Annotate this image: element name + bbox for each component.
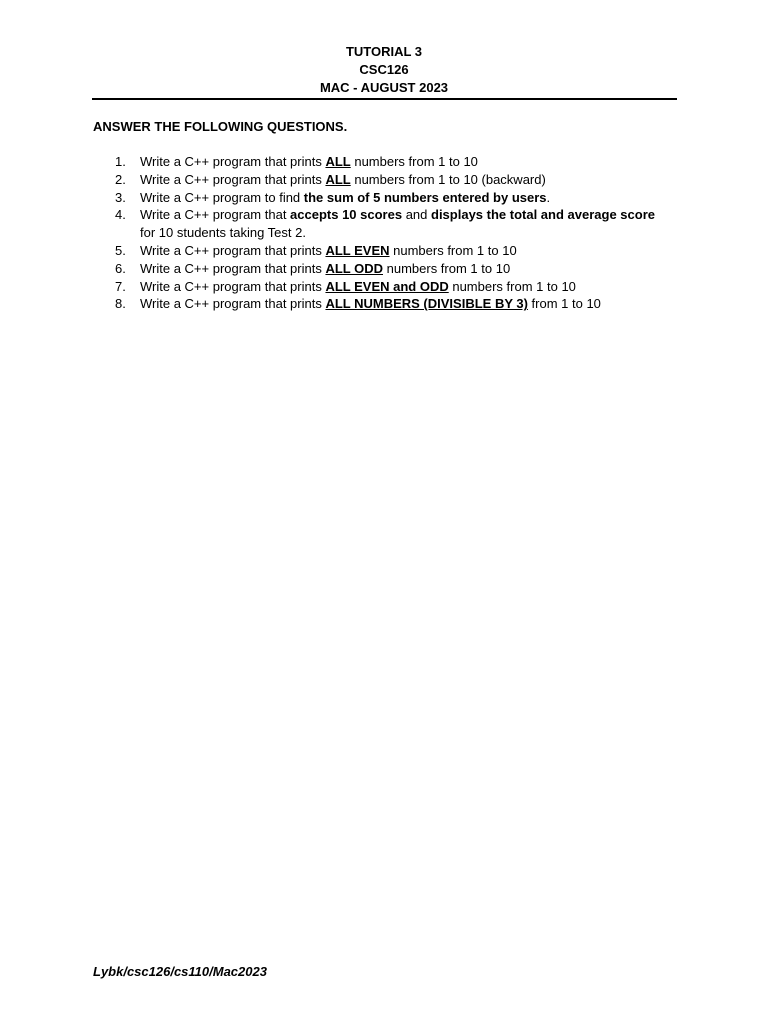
document-header (0, 43, 768, 97)
question-text-segment: from 1 to 10 (527, 296, 601, 312)
question-number: 7. (115, 278, 126, 294)
question-text-segment: and (402, 207, 431, 223)
question-item (93, 295, 673, 313)
question-text (140, 296, 601, 311)
question-text-segment: Write a C++ program that prints (140, 296, 326, 312)
question-text-segment: Write a C++ program that prints (140, 278, 326, 294)
question-text (140, 190, 550, 205)
question-number: 5. (115, 242, 126, 258)
question-number: 2. (115, 171, 126, 187)
question-text-segment: Write a C++ program that prints (140, 242, 326, 258)
question-text-segment: for 10 students taking Test 2. (140, 225, 306, 241)
question-text-segment: the sum of 5 numbers entered by users (303, 189, 547, 205)
question-text-segment: numbers from 1 to 10 (backward) (350, 171, 546, 187)
question-text (140, 279, 576, 294)
question-text-segment: ALL (325, 171, 351, 187)
question-list (93, 153, 673, 313)
header-divider (92, 98, 677, 100)
session-label: MAC - AUGUST 2023 (319, 80, 449, 95)
footer-reference: Lybk/csc126/cs110/Mac2023 (93, 964, 267, 979)
question-text (140, 154, 478, 169)
question-text-segment: . (546, 189, 551, 205)
question-text (140, 243, 517, 258)
question-number: 4. (115, 207, 126, 223)
question-item (93, 242, 673, 260)
question-text-segment: ALL ODD (325, 260, 383, 276)
question-text-segment: numbers from 1 to 10 (350, 154, 478, 169)
question-text-segment: Write a C++ program that (140, 207, 291, 223)
question-text-segment: Write a C++ program that prints (140, 154, 326, 169)
question-text-segment: Write a C++ program that prints (140, 171, 326, 187)
question-number: 6. (115, 260, 126, 276)
question-text-segment: numbers from 1 to 10 (383, 260, 511, 276)
instruction-heading: ANSWER THE FOLLOWING QUESTIONS. (93, 119, 348, 134)
question-item (93, 278, 673, 296)
question-item (93, 153, 673, 171)
course-code: CSC126 (359, 62, 409, 77)
question-text-segment: numbers from 1 to 10 (448, 278, 576, 294)
question-text-segment: Write a C++ program to find (140, 189, 304, 205)
question-number: 3. (115, 189, 126, 205)
question-item (93, 260, 673, 278)
question-text-segment: displays the total and average score (431, 207, 655, 223)
question-text (140, 207, 655, 240)
question-text-segment: ALL EVEN and ODD (325, 278, 449, 294)
question-text-segment: Write a C++ program that prints (140, 260, 326, 276)
question-text-segment: ALL NUMBERS (DIVISIBLE BY 3) (325, 296, 528, 312)
tutorial-title: TUTORIAL 3 (345, 44, 423, 59)
question-item (93, 206, 673, 242)
question-text-segment: ALL EVEN (325, 242, 390, 258)
question-text-segment: accepts 10 scores (290, 207, 403, 223)
question-item (93, 171, 673, 189)
question-item (93, 189, 673, 207)
question-text (140, 261, 510, 276)
question-number: 8. (115, 296, 126, 312)
question-text-segment: numbers from 1 to 10 (389, 242, 517, 258)
question-text (140, 172, 546, 187)
question-number: 1. (115, 154, 126, 169)
question-text-segment: ALL (325, 154, 351, 169)
